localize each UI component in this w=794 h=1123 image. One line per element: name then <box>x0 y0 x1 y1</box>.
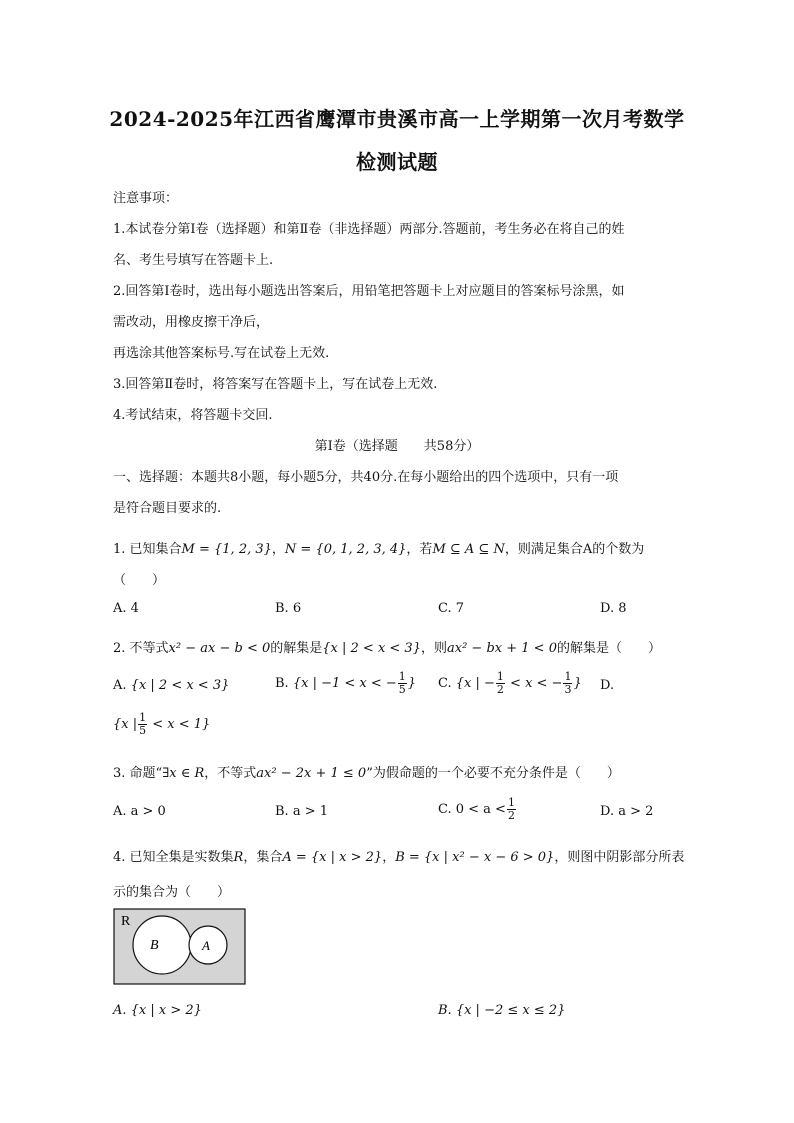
notice-line-5: 再选涂其他答案标号.写在试卷上无效. <box>113 346 330 361</box>
q2-option-d: {x | $\frac{1}{5}$ < x < 1} <box>113 711 211 737</box>
q3-option-b: B. a > 1 <box>275 804 328 819</box>
q3-option-c: C. 0 < a < $\frac{1}{2}$ <box>438 796 515 822</box>
fraction-one-third: $\frac{1}{3}$ <box>564 670 572 696</box>
section-intro-2: 是符合题目要求的. <box>113 501 222 516</box>
q1-option-d: D. 8 <box>600 601 627 616</box>
notice-line-6: 3.回答第Ⅱ卷时，将答案写在答题卡上，写在试卷上无效. <box>113 377 438 392</box>
q1-option-a: A. 4 <box>113 601 139 616</box>
venn-label-a: A <box>202 938 210 953</box>
venn-diagram <box>113 908 247 986</box>
exists-expression: ∃x ∈ R <box>162 766 205 781</box>
notice-line-4: 需改动，用橡皮擦干净后， <box>113 315 270 330</box>
set-a: A = {x | x > 2} <box>282 850 383 865</box>
question-2: 2. 不等式x² − ax − b < 0的解集是{x | 2 < x < 3}，则ax² − bx + 1 < 0的解集是（ ） <box>113 641 661 656</box>
q3-option-a: A. a > 0 <box>113 804 166 819</box>
exam-title-line2: 检测试题 <box>356 150 438 174</box>
question-4-line-2: 示的集合为（ ） <box>113 885 231 900</box>
fraction-one-fifth: $\frac{1}{5}$ <box>139 711 147 737</box>
section-header: 第Ⅰ卷（选择题 共58分） <box>314 439 480 454</box>
inequality: x² − ax − b < 0 <box>168 641 271 656</box>
set-m: M = {1, 2, 3} <box>181 542 272 557</box>
notice-heading: 注意事项： <box>113 191 179 206</box>
q4-option-b: B. {x | −2 ≤ x ≤ 2} <box>438 1003 566 1018</box>
set-b-circle <box>133 916 191 974</box>
q1-option-c: C. 7 <box>438 601 465 616</box>
q1-option-b: B. 6 <box>275 601 302 616</box>
subset-relation: M ⊆ A ⊆ N <box>432 542 505 557</box>
q3-option-d: D. a > 2 <box>600 804 654 819</box>
fraction-one-half: $\frac{1}{2}$ <box>496 670 504 696</box>
section-intro-1: 一、选择题：本题共8小题，每小题5分，共40分.在每小题给出的四个选项中，只有一项 <box>113 470 619 485</box>
inequality-2: ax² − bx + 1 < 0 <box>447 641 557 656</box>
venn-label-b: B <box>150 938 159 953</box>
fraction-one-half: $\frac{1}{2}$ <box>507 796 515 822</box>
fraction-one-fifth: $\frac{1}{5}$ <box>398 670 406 696</box>
notice-line-1: 1.本试卷分第Ⅰ卷（选择题）和第Ⅱ卷（非选择题）两部分.答题前，考生务必在将自己的姓 <box>113 222 625 237</box>
q2-option-d-label: D. <box>600 678 615 693</box>
q2-option-b: B. {x | −1 < x < − $\frac{1}{5}$ } <box>275 670 417 696</box>
notice-line-2: 名、考生号填写在答题卡上. <box>113 253 274 268</box>
question-4: 4. 已知全集是实数集R，集合A = {x | x > 2}，B = {x | x² − x − 6 > 0}，则图中阴影部分所表 <box>113 850 685 865</box>
question-1: 1. 已知集合M = {1, 2, 3}，N = {0, 1, 2, 3, 4}，若M ⊆ A ⊆ N，则满足集合A的个数为 <box>113 542 645 557</box>
set-b: B = {x | x² − x − 6 > 0} <box>395 850 555 865</box>
question-3: 3. 命题“∃x ∈ R，不等式ax² − 2x + 1 ≤ 0”为假命题的一个必要不充分条件是（ ） <box>113 766 620 781</box>
q2-option-c: C. {x | − $\frac{1}{2}$ < x < − $\frac{1}{3}$ } <box>438 670 582 696</box>
exam-title-line1: 2024-2025年江西省鹰潭市贵溪市高一上学期第一次月考数学 <box>109 107 685 131</box>
question-1-paren: （ ） <box>113 573 166 588</box>
solution-set: {x | 2 < x < 3} <box>322 641 421 656</box>
venn-label-r: R <box>121 914 131 929</box>
inequality: ax² − 2x + 1 ≤ 0 <box>256 766 367 781</box>
q4-option-a: A. {x | x > 2} <box>113 1003 202 1018</box>
notice-line-7: 4.考试结束，将答题卡交回. <box>113 408 273 423</box>
notice-line-3: 2.回答第Ⅰ卷时，选出每小题选出答案后，用铅笔把答题卡上对应题目的答案标号涂黑，如 <box>113 284 625 299</box>
set-n: N = {0, 1, 2, 3, 4} <box>284 542 407 557</box>
q2-option-a: A. {x | 2 < x < 3} <box>113 678 230 693</box>
